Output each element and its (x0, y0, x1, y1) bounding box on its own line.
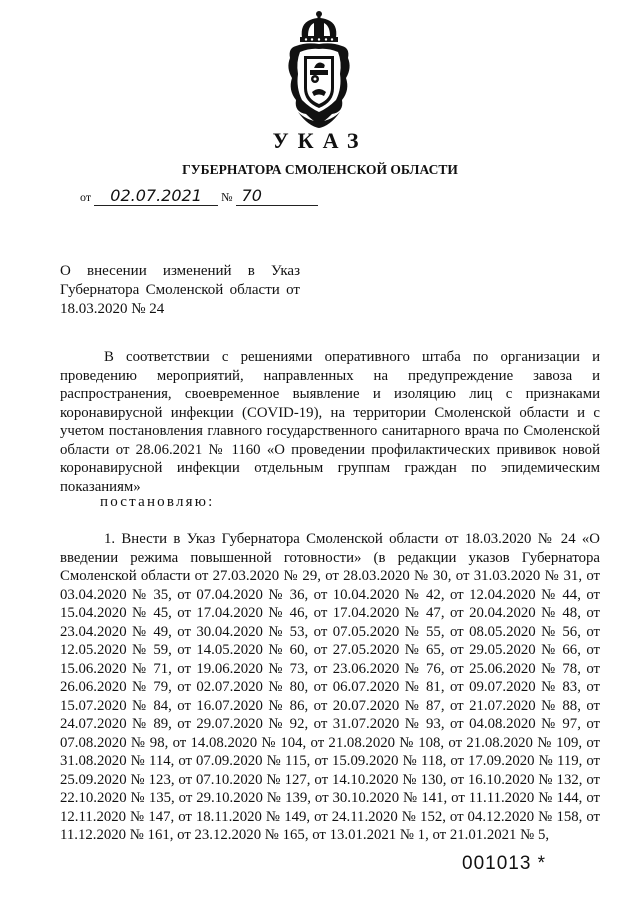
decree-date: 02.07.2021 (94, 186, 218, 206)
resolution-word: постановляю: (100, 494, 215, 510)
item-1-paragraph (60, 530, 600, 845)
decree-title: УКАЗ (272, 128, 368, 153)
serial-number-stamp: 001013 * (462, 853, 547, 874)
item-1-text: 1. Внести в Указ Губернатора Смоленской области от 18.03.2020 № 24 «О введении режима повышенной готовности» (в редакции указов Губернатора Смоленской области от 27.03.2020 № 29, от 28.03.2020 № 30, от 31.03.2020 № 31, от 03.04.2020 № 35, от 07.04.2020 № 36, от 10.04.2020 № 42, от 12.04.2020 № 44, от 15.04.2020 № 45, от 17.04.2020 № 46, от 17.04.2020 № 47, от 20.04.2020 № 48, от 23.04.2020 № 49, от 30.04.2020 № 53, от 07.05.2020 № 55, от 08.05.2020 № 56, от 12.05.2020 № 59, от 14.05.2020 № 60, от 27.05.2020 № 65, от 29.05.2020 № 66, от 15.06.2020 № 71, от 19.06.2020 № 73, от 23.06.2020 № 76, от 25.06.2020 № 78, от 26.06.2020 № 79, от 02.07.2020 № 80, от 06.07.2020 № 81, от 09.07.2020 № 83, от 15.07.2020 № 84, от 16.07.2020 № 86, от 20.07.2020 № 87, от 21.07.2020 № 88, от 24.07.2020 № 89, от 29.07.2020 № 92, от 31.07.2020 № 93, от 04.08.2020 № 97, от 07.08.2020 № 98, от 14.08.2020 № 104, от 21.08.2020 № 108, от 21.08.2020 № 109, от 31.08.2020 № 114, от 07.09.2020 № 115, от 15.09.2020 № 118, от 17.09.2020 № 119, от 25.09.2020 № 123, от 07.10.2020 № 127, от 14.10.2020 № 130, от 16.10.2020 № 132, от 22.10.2020 № 135, от 29.10.2020 № 139, от 30.10.2020 № 141, от 11.11.2020 № 144, от 12.11.2020 № 147, от 18.11.2020 № 149, от 24.11.2020 № 152, от 04.12.2020 № 158, от 11.12.2020 № 161, от 23.12.2020 № 165, от 13.01.2021 № 1, от 21.01.2021 № 5, (60, 531, 600, 843)
decree-subject: О внесении изменений в Указ Губернатора Смоленской области от 18.03.2020 № 24 (60, 263, 300, 317)
decree-issuer: ГУБЕРНАТОРА СМОЛЕНСКОЙ ОБЛАСТИ (182, 162, 458, 177)
decree-number: 70 (236, 186, 318, 206)
date-prefix: от (80, 190, 92, 204)
number-sign: № (221, 190, 233, 204)
date-number-line (80, 186, 318, 206)
coat-of-arms-icon (284, 8, 354, 130)
preamble-paragraph (60, 348, 600, 496)
preamble-text: В соответствии с решениями оперативного штаба по организации и проведению мероприятий, направленных на предупреждение завоза и распространения, своевременное выявление и изоляцию лиц с признаками коронавирусной инфекции (COVID-19), на территории Смоленской области и с учетом постановления главного государственного санитарного врача по Смоленской области от 28.06.2021 № 1160 «О проведении профилактических прививок новой коронавирусной инфекции отдельным группам граждан по эпидемическим показаниям» (60, 349, 600, 495)
